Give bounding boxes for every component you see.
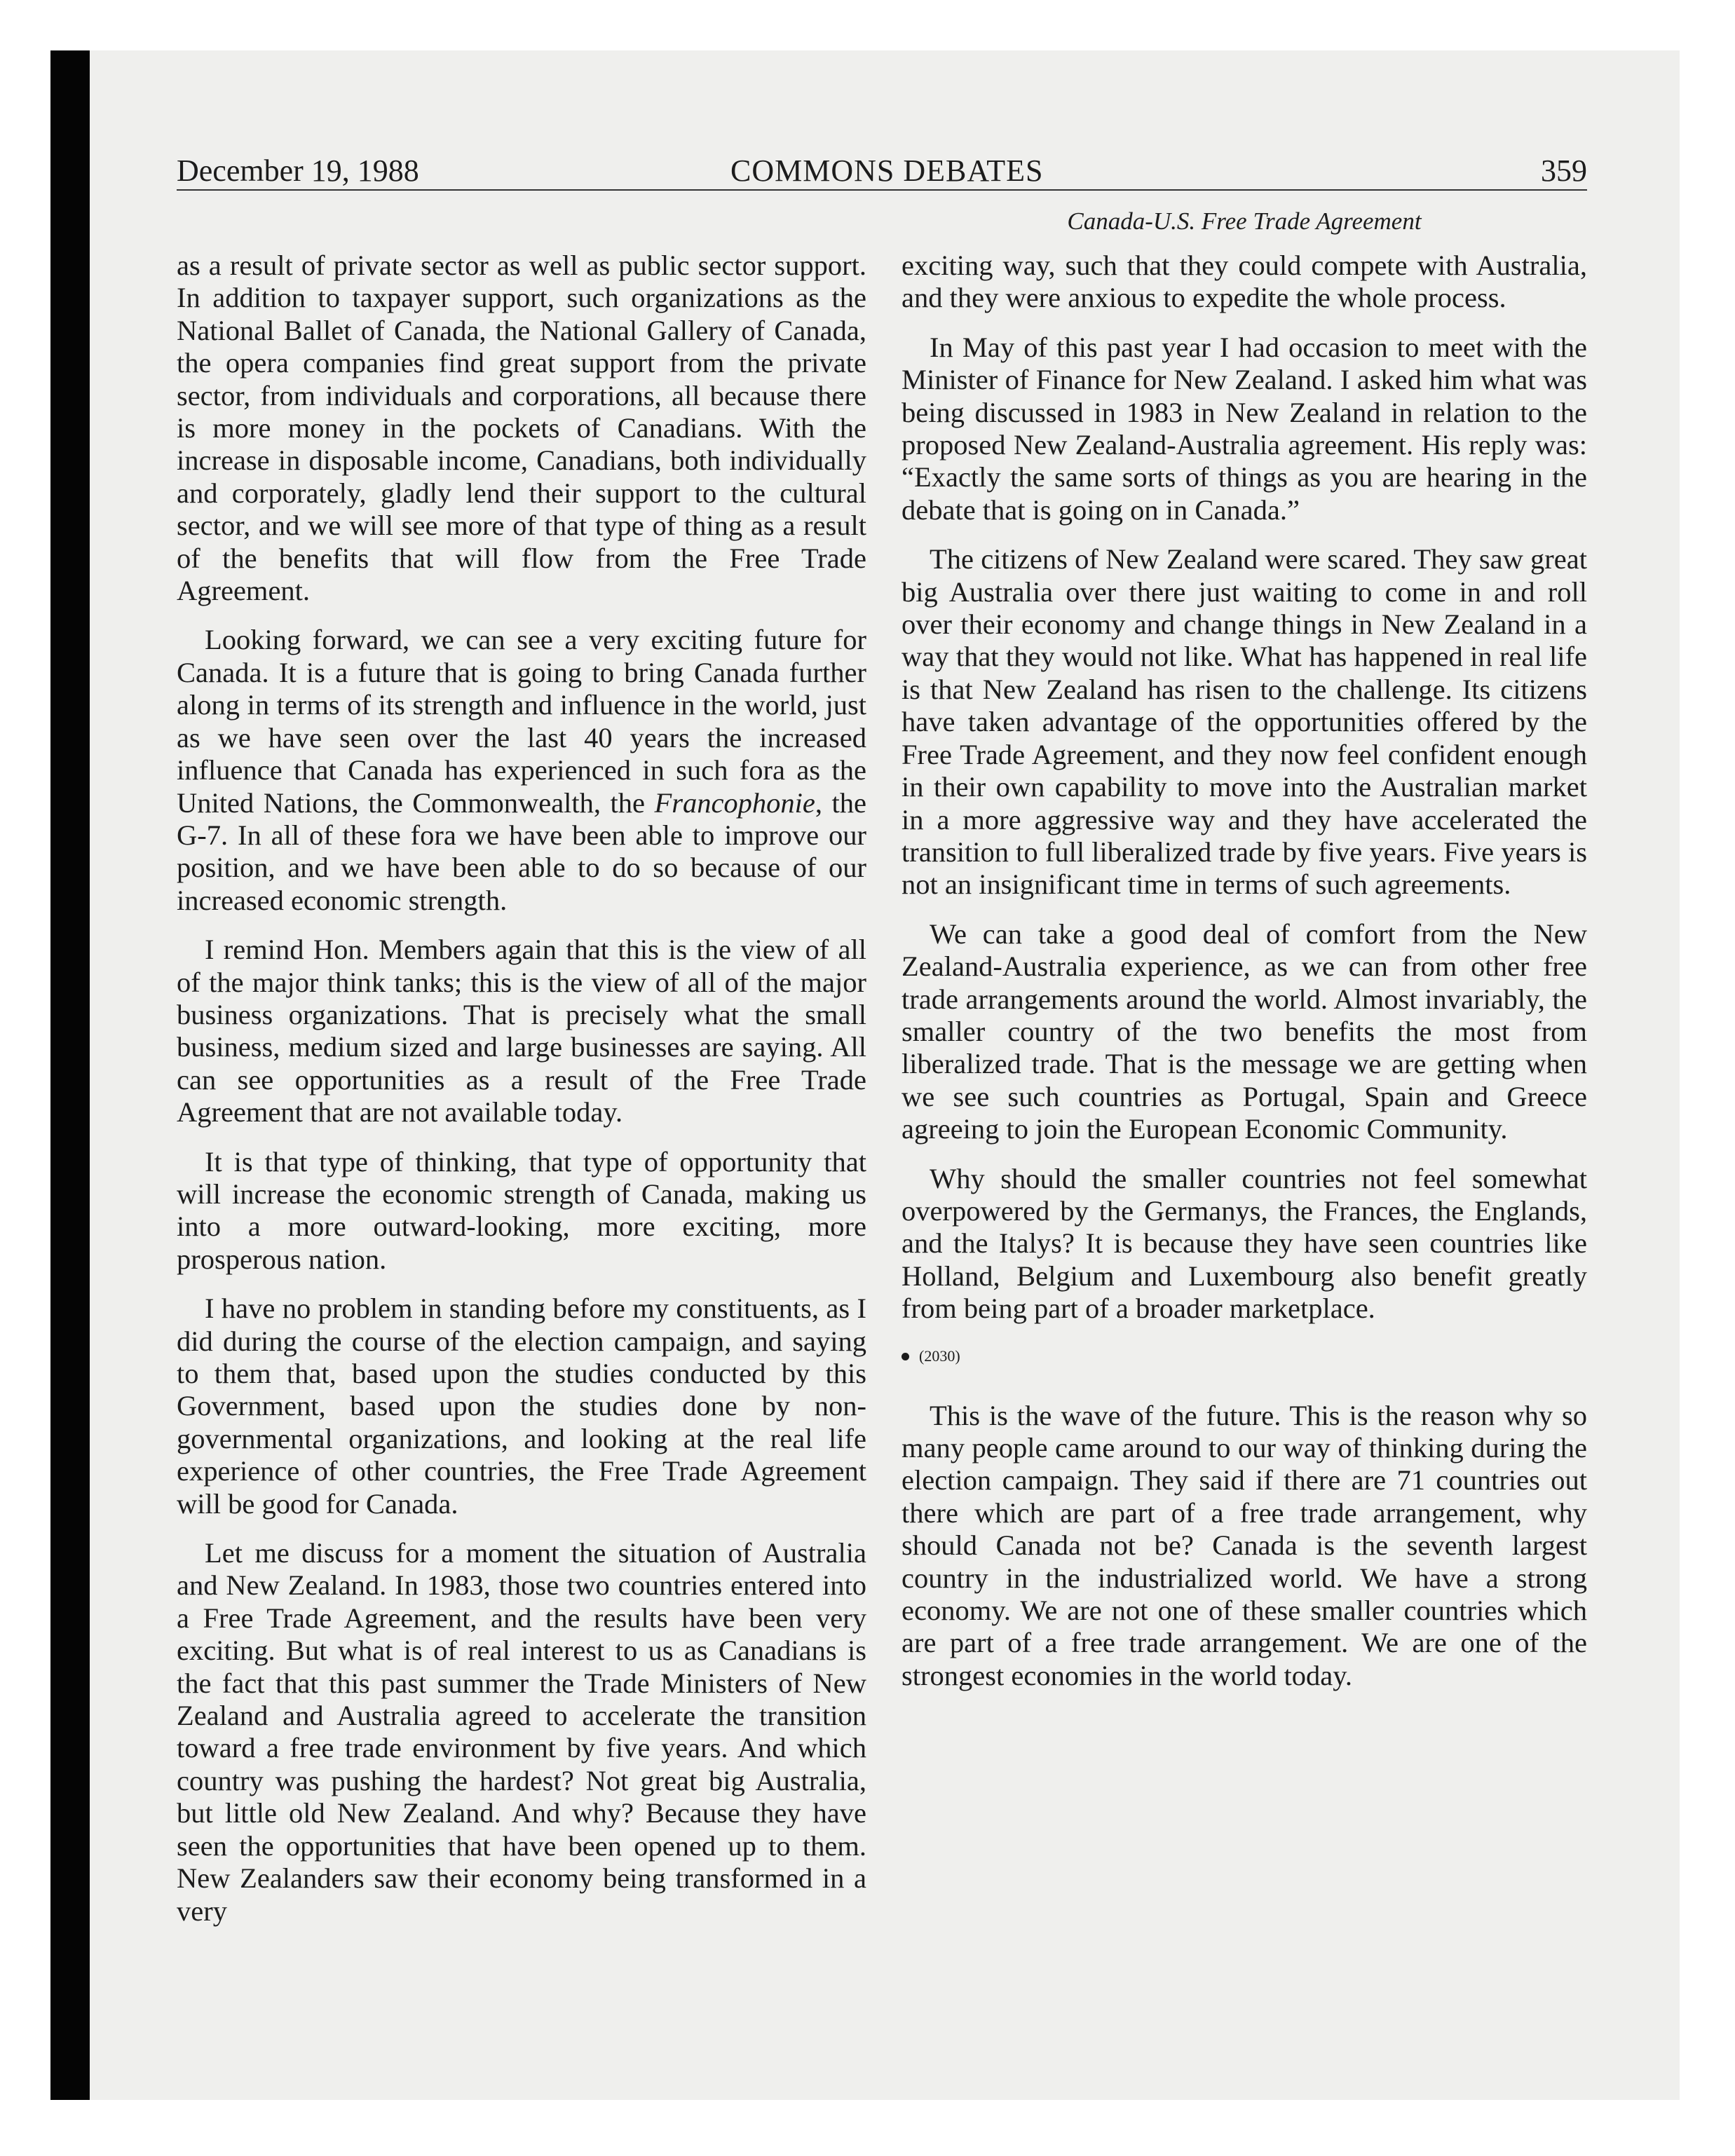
paragraph: The citizens of New Zealand were scared. They saw great big Australia over there just waiting to come in and roll over their economy and change things in New Zealand in a way that they would not like. What has happened in real life is that New Zealand has risen to the challenge. Its citizens have taken advantage of the opportunities offered by the Free Trade Agreement, and they now feel confident enough in their own capability to move into the Australian market in a more aggressive way and they have accelerated the transition to full liberalized trade by five years. Five years is not an insignificant time in terms of such agreements. (901, 543, 1587, 901)
binding-edge (50, 50, 90, 2100)
paragraph: I remind Hon. Members again that this is the view of all of the major think tanks; this is the view of all of the major business organizations. That is precisely what the small business, medium sized and large businesses are saying. All can see opportunities as a result of the Free Trade Agreement that are not available today. (177, 934, 866, 1128)
paragraph: I have no problem in standing before my constituents, as I did during the course of the election campaign, and saying to them that, based upon the studies conducted by this Government, based upon the studies done by non-governmental organizations, and looking at the real life experience of other countries, the Free Trade Agreement will be good for Canada. (177, 1292, 866, 1520)
header-date: December 19, 1988 (177, 153, 419, 188)
paragraph: This is the wave of the future. This is the reason why so many people came around to our way of thinking during the election campaign. They said if there are 71 countries out there which are part of a free trade arrangement, why should Canada not be? Canada is the seventh largest country in the industrialized world. We have a strong economy. We are not one of these smaller countries which are part of a free trade arrangement. We are one of the strongest economies in the world today. (901, 1399, 1587, 1691)
time-marker-text: (2030) (919, 1346, 960, 1365)
header-rule (177, 189, 1587, 191)
paragraph-text: , the G-7. In all of these fora we have been able to improve our position, and we have been able to do so because of our increased economic strength. (177, 786, 866, 916)
paragraph: We can take a good deal of comfort from the New Zealand-Australia experience, as we can from other free trade arrangements around the world. Almost invariably, the smaller country of the two benefits the most from liberalized trade. That is the message we are getting when we see such countries as Portugal, Spain and Greece agreeing to join the European Economic Community. (901, 917, 1587, 1145)
paragraph: as a result of private sector as well as public sector support. In addition to taxpayer support, such organizations as the National Ballet of Canada, the National Gallery of Canada, the opera companies find great support from the private sector, from individuals and corporations, all because there is more money in the pockets of Canadians. With the increase in disposable income, Canadians, both individually and corporately, gladly lend their support to the cultural sector, and we will see more of that type of thing as a result of the benefits that will flow from the Free Trade Agreement. (177, 250, 866, 607)
right-column (901, 250, 1587, 1709)
left-column (177, 250, 866, 1944)
paragraph: In May of this past year I had occasion to meet with the Minister of Finance for New Zealand. I asked him what was being discussed in 1983 in New Zealand in relation to the proposed New Zealand-Australia agreement. His reply was: “Exactly the same sorts of things as you are hearing in the debate that is going on in Canada.” (901, 331, 1587, 526)
paragraph: exciting way, such that they could compete with Australia, and they were anxious to expedite the whole process. (901, 250, 1587, 314)
paragraph: Let me discuss for a moment the situation of Australia and New Zealand. In 1983, those two countries entered into a Free Trade Agreement, and the results have been very exciting. But what is of real interest to us as Canadians is the fact that this past summer the Trade Ministers of New Zealand and Australia agreed to accelerate the transition toward a free trade environment by five years. And which country was pushing the hardest? Not great big Australia, but little old New Zealand. And why? Because they have seen the opportunities that have been opened up to them. New Zealanders saw their economy being transformed in a very (177, 1537, 866, 1927)
header-publication: COMMONS DEBATES (730, 153, 1044, 188)
running-subtitle: Canada-U.S. Free Trade Agreement (1067, 207, 1422, 235)
paragraph: Why should the smaller countries not feel somewhat overpowered by the Germanys, the Frances, the Englands, and the Italys? It is because they have seen countries like Holland, Belgium and Luxembourg also benefit greatly from being part of a broader marketplace. (901, 1162, 1587, 1325)
time-marker (901, 1342, 1587, 1370)
paragraph (177, 624, 866, 917)
paragraph: It is that type of thinking, that type of opportunity that will increase the economic strength of Canada, making us into a more outward-looking, more exciting, more prosperous nation. (177, 1145, 866, 1275)
italic-term: Francophonie (654, 786, 815, 819)
paragraph-text: Looking forward, we can see a very exciting future for Canada. It is a future that is going to bring Canada further along in terms of its strength and influence in the world, just as we have seen over the last 40 years the increased influence that Canada has experienced in such fora as the United Nations, the Commonwealth, the (177, 624, 866, 819)
bullet-icon (901, 1353, 909, 1360)
page-number: 359 (1541, 153, 1587, 188)
